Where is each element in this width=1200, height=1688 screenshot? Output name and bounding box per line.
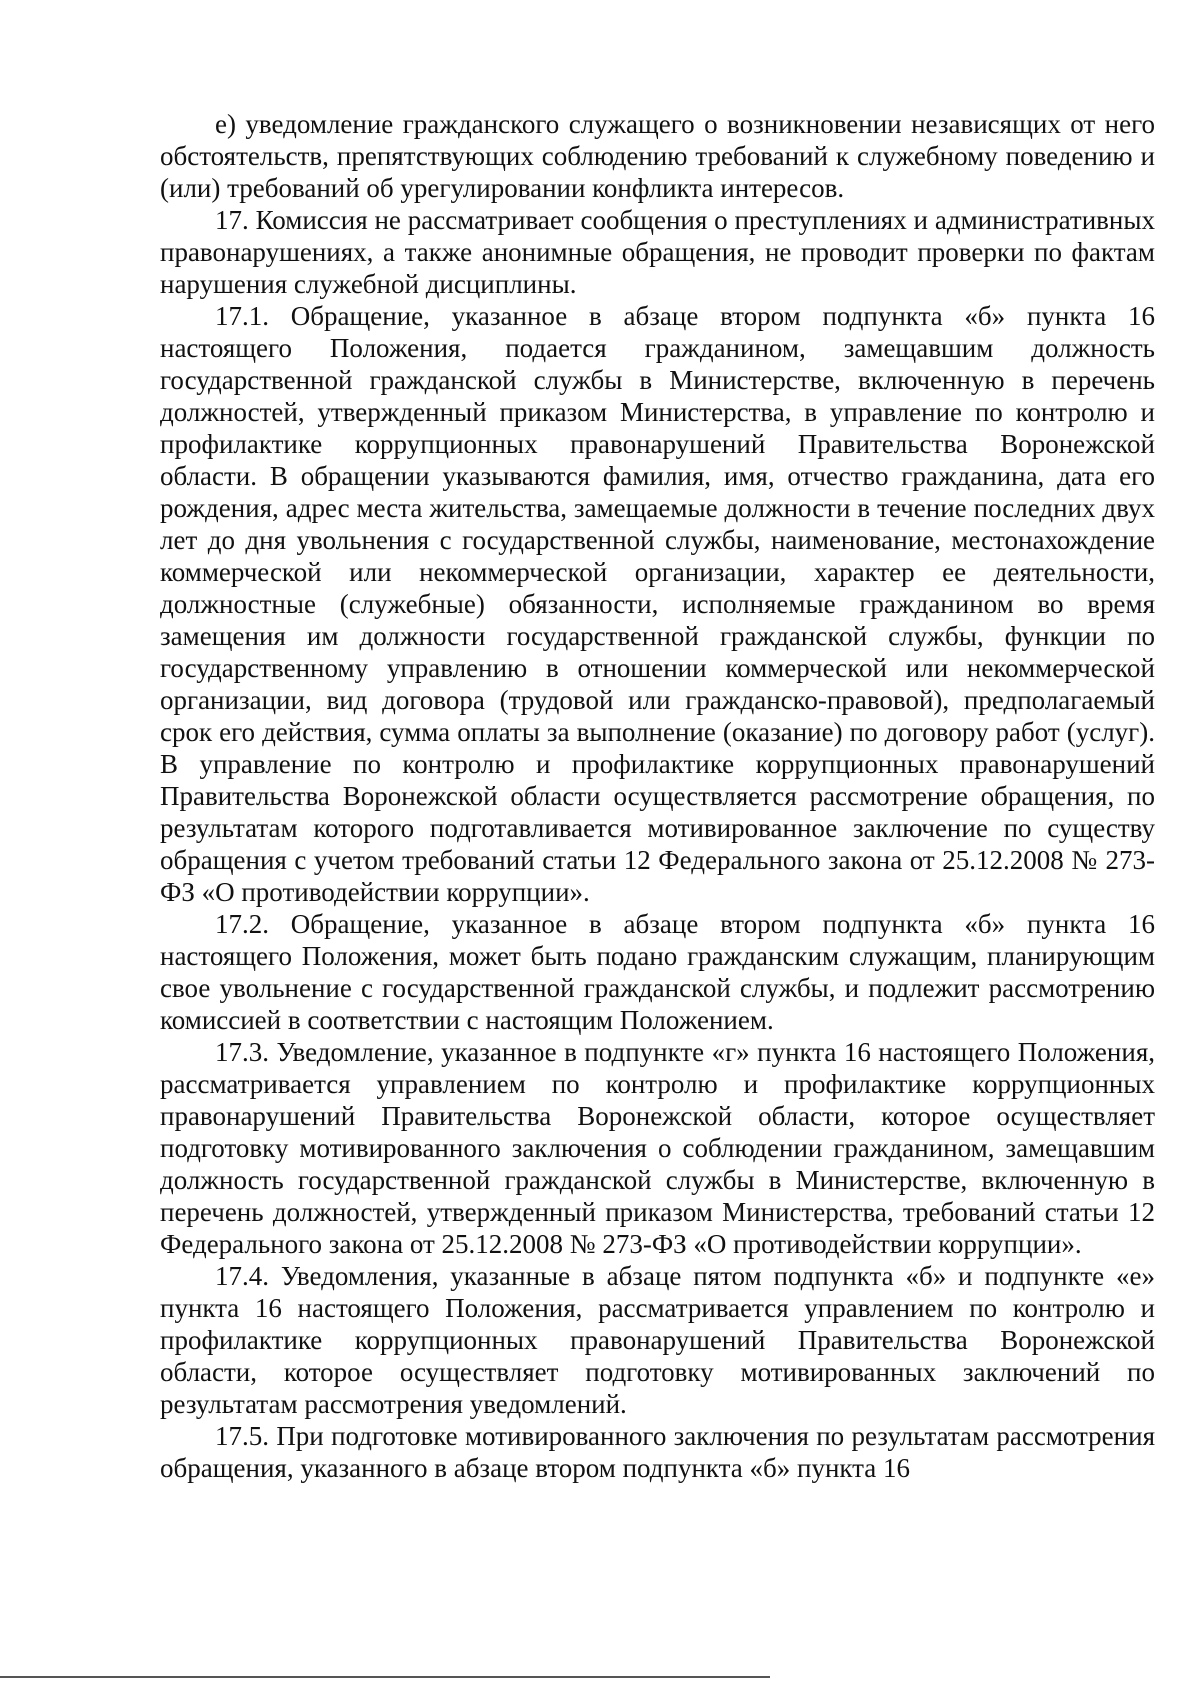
paragraph-17-3: 17.3. Уведомление, указанное в подпункте «г» пункта 16 настоящего Положения, рассматривается управлением по контролю и профилактике коррупционных правонарушений Правительства Воронежской области, которое осуществляет подготовку мотивированного заключения о соблюдении гражданином, замещавшим должность государственной гражданской службы в Министерстве, включенную в перечень должностей, утвержденный приказом Министерства, требований статьи 12 Федерального закона от 25.12.2008 № 273-ФЗ «О противодействии коррупции».: [160, 1037, 1155, 1259]
paragraph-17-5: 17.5. При подготовке мотивированного заключения по результатам рассмотрения обращения, указанного в абзаце втором подпункта «б» пункта 16: [160, 1421, 1155, 1483]
paragraph-e: е) уведомление гражданского служащего о возникновении независящих от него обстоятельств, препятствующих соблюдению требований к служебному поведению и (или) требований об урегулировании конфликта интересов.: [160, 109, 1155, 203]
document-body: [160, 108, 1155, 1484]
paragraph-17-2: 17.2. Обращение, указанное в абзаце втором подпункта «б» пункта 16 настоящего Положения, может быть подано гражданским служащим, планирующим свое увольнение с государственной гражданской службы, и подлежит рассмотрению комиссией в соответствии с настоящим Положением.: [160, 909, 1155, 1035]
paragraph-17-1: 17.1. Обращение, указанное в абзаце втором подпункта «б» пункта 16 настоящего Положения, подается гражданином, замещавшим должность государственной гражданской службы в Министерстве, включенную в перечень должностей, утвержденный приказом Министерства, в управление по контролю и профилактике коррупционных правонарушений Правительства Воронежской области. В обращении указываются фамилия, имя, отчество гражданина, дата его рождения, адрес места жительства, замещаемые должности в течение последних двух лет до дня увольнения с государственной службы, наименование, местонахождение коммерческой или некоммерческой организации, характер ее деятельности, должностные (служебные) обязанности, исполняемые гражданином во время замещения им должности государственной гражданской службы, функции по государственному управлению в отношении коммерческой или некоммерческой организации, вид договора (трудовой или гражданско-правовой), предполагаемый срок его действия, сумма оплаты за выполнение (оказание) по договору работ (услуг). В управление по контролю и профилактике коррупционных правонарушений Правительства Воронежской области осуществляется рассмотрение обращения, по результатам которого подготавливается мотивированное заключение по существу обращения с учетом требований статьи 12 Федерального закона от 25.12.2008 № 273-ФЗ «О противодействии коррупции».: [160, 301, 1155, 907]
paragraph-17-4: 17.4. Уведомления, указанные в абзаце пятом подпункта «б» и подпункте «е» пункта 16 настоящего Положения, рассматривается управлением по контролю и профилактике коррупционных правонарушений Правительства Воронежской области, которое осуществляет подготовку мотивированных заключений по результатам рассмотрения уведомлений.: [160, 1261, 1155, 1419]
paragraph-17: 17. Комиссия не рассматривает сообщения о преступлениях и административных правонарушениях, а также анонимные обращения, не проводит проверки по фактам нарушения служебной дисциплины.: [160, 205, 1155, 299]
scan-bottom-line: [0, 1676, 770, 1678]
